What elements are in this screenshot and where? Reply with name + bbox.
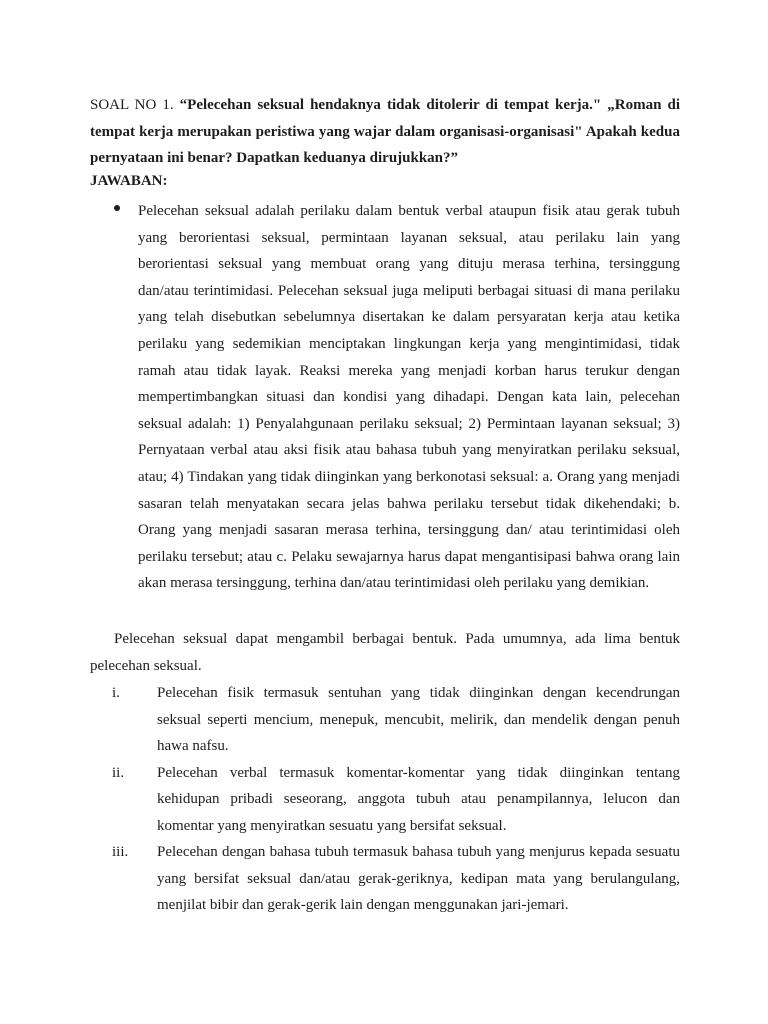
question-paragraph — [90, 92, 680, 172]
question-label: SOAL NO 1. — [90, 97, 180, 113]
list-item-number: ii. — [112, 764, 125, 781]
list-item-number: iii. — [112, 844, 129, 860]
answer-heading: JAWABAN: — [90, 173, 168, 189]
list-item-number: i. — [112, 685, 120, 701]
list-item — [90, 760, 680, 840]
roman-list — [90, 680, 680, 919]
list-item — [90, 839, 680, 919]
list-item-text: Pelecehan dengan bahasa tubuh termasuk bahasa tubuh yang menjurus kepada sesuatu yang bersifat seksual dan/atau gerak-geriknya, kedipan mata yang berulangulang, menjilat bibir dan gerak-gerik lain dengan menggunakan jari-jemari. — [157, 844, 680, 913]
list-item-text: Pelecehan verbal termasuk komentar-komentar yang tidak diinginkan tentang kehidupan pribadi seseorang, anggota tubuh atau penampilannya, lelucon dan komentar yang menyiratkan sesuatu yang bersifat seksual. — [157, 764, 680, 834]
bullet-item — [108, 198, 680, 597]
list-item-text: Pelecehan fisik termasuk sentuhan yang tidak diinginkan dengan kecendrungan seksual seperti mencium, menepuk, mencubit, melirik, dan mendelik dengan penuh hawa nafsu. — [157, 685, 680, 754]
question-text: “Pelecehan seksual hendaknya tidak ditolerir di tempat kerja." „Roman di tempat kerja merupakan peristiwa yang wajar dalam organisasi-organisasi" Apakah kedua pernyataan ini benar? Dapatkan keduanya dirujukkan?” — [90, 97, 681, 166]
list-item — [90, 680, 680, 760]
bullet-icon — [114, 205, 120, 211]
body-paragraph: Pelecehan seksual dapat mengambil berbagai bentuk. Pada umumnya, ada lima bentuk pelecehan seksual. — [90, 631, 680, 674]
bullet-text: Pelecehan seksual adalah perilaku dalam bentuk verbal ataupun fisik atau gerak tubuh yang berorientasi seksual, permintaan layanan seksual, atau perilaku lain yang berorientasi seksual yang membuat orang yang dituju merasa terhina, tersinggung dan/atau terintimidasi. Pelecehan seksual juga meliputi berbagai situasi di mana perilaku yang telah disebutkan sebelumnya disertakan ke dalam persyaratan kerja atau ketika perilaku yang sedemikian menciptakan lingkungan kerja yang mengintimidasi, tidak ramah atau tidak layak. Reaksi mereka yang menjadi korban harus terukur dengan mempertimbangkan situasi dan kondisi yang dihadapi. Dengan kata lain, pelecehan seksual adalah: 1) Penyalahgunaan perilaku seksual; 2) Permintaan layanan seksual; 3) Pernyataan verbal atau aksi fisik atau bahasa tubuh yang menyiratkan perilaku seksual, atau; 4) Tindakan yang tidak diinginkan yang berkonotasi seksual: a. Orang yang menjadi sasaran telah menyatakan secara jelas bahwa perilaku tersebut tidak dikehendaki; b. Orang yang menjadi sasaran merasa terhina, tersinggung dan/ atau terintimidasi oleh perilaku tersebut; atau c. Pelaku sewajarnya harus dapat mengantisipasi bahwa orang lain akan merasa tersinggung, terhina dan/atau terintimidasi oleh perilaku yang demikian. — [138, 203, 680, 592]
